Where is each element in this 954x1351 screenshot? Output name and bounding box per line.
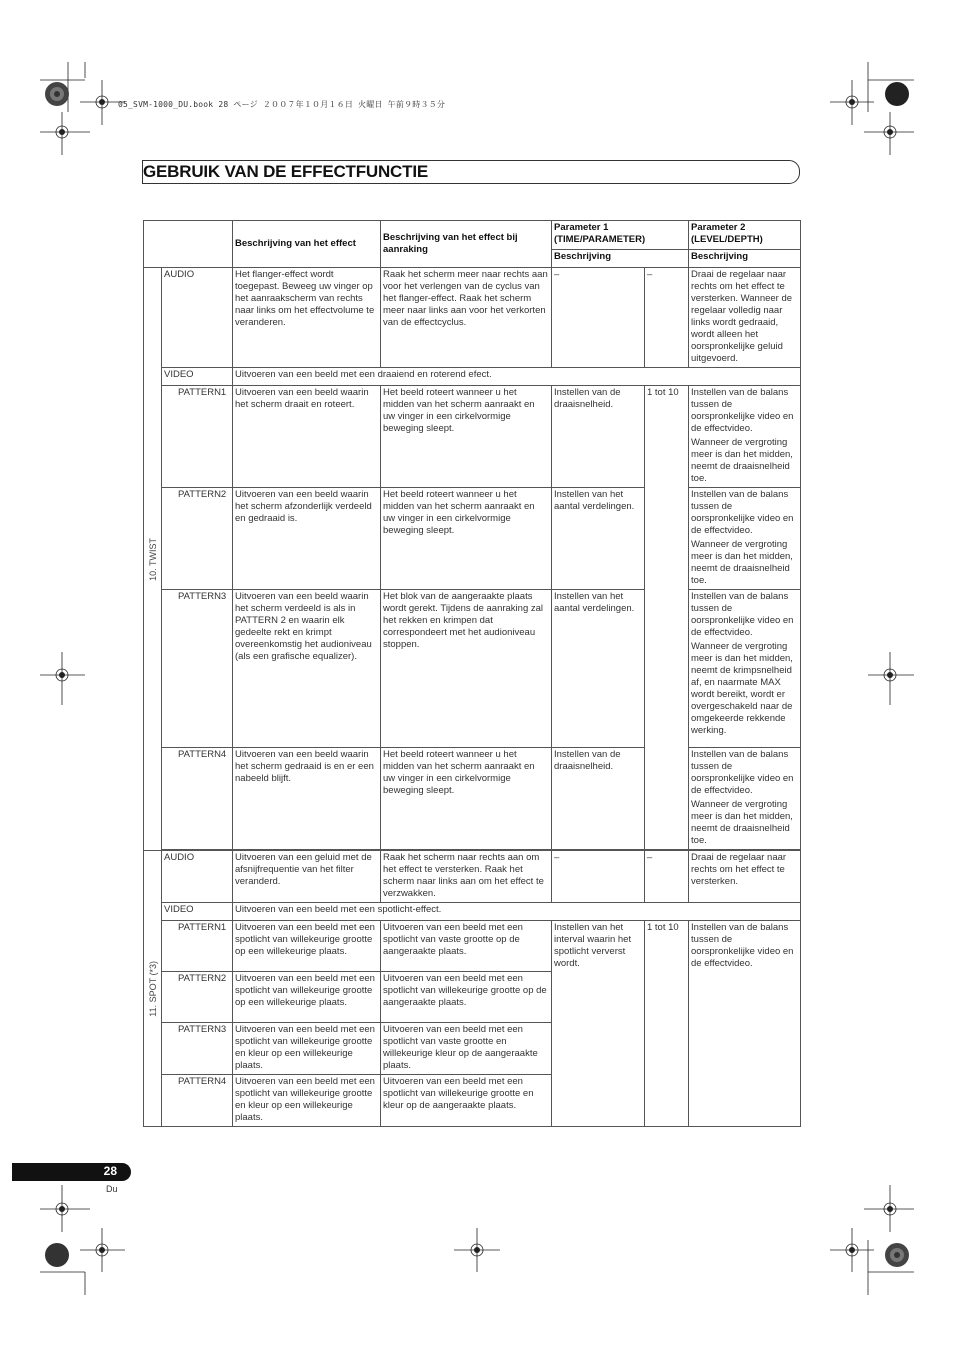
- twist-audio-p1-desc: –: [552, 268, 645, 368]
- twist-audio-desc: Het flanger-effect wordt toegepast. Beweeg uw vinger op het aanraakscherm van rechts naar links om het effectvolume te veranderen.: [233, 268, 381, 368]
- spot-pattern2-touch: Uitvoeren van een beeld met een spotlicht van willekeurige grootte op de aangeraakte plaats.: [381, 972, 552, 1023]
- twist-pattern4-touch: Het beeld roteert wanneer u het midden van het scherm aanraakt en uw vinger in een cirkelvormige beweging sleept.: [381, 748, 552, 850]
- twist-group-label: [144, 268, 162, 851]
- page-number-badge: [12, 1163, 131, 1181]
- header-param2: Parameter 2 (LEVEL/DEPTH): [689, 221, 801, 250]
- header-empty-cell: [144, 221, 233, 268]
- twist-pattern2-p2-desc-a: Instellen van de balans tussen de oorspronkelijke video en de effectvideo.: [691, 489, 794, 536]
- twist-pattern4-p2-desc-a: Instellen van de balans tussen de oorspronkelijke video en de effectvideo.: [691, 749, 794, 796]
- twist-pattern4-p1-desc: Instellen van de draaisnelheid.: [552, 748, 645, 850]
- header-touch: Beschrijving van het effect bij aanraking: [381, 221, 552, 268]
- spot-pattern2-desc: Uitvoeren van een beeld met een spotlicht van willekeurige grootte op een willekeurige plaats.: [233, 972, 381, 1023]
- spot-audio-desc: Uitvoeren van een geluid met de afsnijfrequentie van het filter veranderd.: [233, 851, 381, 903]
- twist-pattern2-p2-desc-b: Wanneer de vergroting meer is dan het midden, neemt de draaisnelheid toe.: [691, 539, 793, 586]
- twist-audio-label: AUDIO: [162, 268, 233, 368]
- spot-pattern1-label: PATTERN1: [162, 921, 233, 972]
- header-param1-sub: Beschrijving: [552, 250, 689, 268]
- spot-group-label: [144, 851, 162, 1127]
- spot-video-label: VIDEO: [162, 903, 233, 921]
- page-language: Du: [106, 1184, 118, 1194]
- page-title-bar: [142, 160, 800, 184]
- spot-audio-p1-desc: –: [552, 851, 645, 903]
- twist-pattern1-p2-desc-a: Instellen van de balans tussen de oorspronkelijke video en de effectvideo.: [691, 387, 794, 434]
- spot-audio-touch: Raak het scherm naar rechts aan om het effect te versterken. Raak het scherm naar links aan om het effect te verzwakken.: [381, 851, 552, 903]
- spot-p1-range: 1 tot 10: [645, 921, 689, 1127]
- twist-p1-range: 1 tot 10: [645, 386, 689, 850]
- spot-pattern1-touch: Uitvoeren van een beeld met een spotlicht van vaste grootte op de aangeraakte plaats.: [381, 921, 552, 972]
- twist-pattern2-touch: Het beeld roteert wanneer u het midden van het scherm aanraakt en uw vinger in een cirkelvormige beweging sleept.: [381, 488, 552, 590]
- twist-audio-p2-desc: Draai de regelaar naar rechts om het effect te versterken. Wanneer de regelaar volledig naar links wordt gedraaid, wordt alleen het oorspronkelijke geluid uitgevoerd.: [689, 268, 801, 368]
- twist-pattern2-desc: Uitvoeren van een beeld waarin het scherm afzonderlijk verdeeld en gedraaid is.: [233, 488, 381, 590]
- page-title: GEBRUIK VAN DE EFFECTFUNCTIE: [143, 162, 428, 181]
- spot-pattern3-desc: Uitvoeren van een beeld met een spotlicht van willekeurige grootte en kleur op een willekeurige plaats.: [233, 1023, 381, 1075]
- header-param1: Parameter 1 (TIME/PARAMETER): [552, 221, 689, 250]
- spot-pattern3-label: PATTERN3: [162, 1023, 233, 1075]
- twist-pattern2-p1-desc: Instellen van het aantal verdelingen.: [552, 488, 645, 590]
- spot-pattern1-desc: Uitvoeren van een beeld met een spotlicht van willekeurige grootte op een willekeurige plaats.: [233, 921, 381, 972]
- spot-pattern4-touch: Uitvoeren van een beeld met een spotlicht van willekeurige grootte en kleur op de aangeraakte plaats.: [381, 1075, 552, 1127]
- spot-p2-desc: Instellen van de balans tussen de oorspronkelijke video en de effectvideo.: [689, 921, 801, 1127]
- twist-pattern4-p2: [689, 748, 801, 850]
- twist-pattern3-p2-desc-a: Instellen van de balans tussen de oorspronkelijke video en de effectvideo.: [691, 591, 794, 638]
- twist-label: 10. TWIST: [147, 537, 158, 581]
- twist-pattern4-p2-desc-b: Wanneer de vergroting meer is dan het midden, neemt de draaisnelheid toe.: [691, 799, 793, 846]
- twist-pattern3-p2: [689, 590, 801, 748]
- header-desc: Beschrijving van het effect: [233, 221, 381, 268]
- twist-pattern3-p2-desc-b: Wanneer de vergroting meer is dan het midden, neemt de krimpsnelheid af, en naarmate MAX wordt bereikt, wordt er overgeschakeld naar de omgekeerde rekkende werking.: [691, 641, 793, 736]
- twist-pattern3-touch: Het blok van de aangeraakte plaats wordt gerekt. Tijdens de aanraking zal het rekken en krimpen dat correspondeert met het audioniveau stoppen.: [381, 590, 552, 748]
- twist-video-label: VIDEO: [162, 368, 233, 386]
- twist-pattern1-label: PATTERN1: [162, 386, 233, 488]
- twist-audio-p1-range: –: [645, 268, 689, 368]
- spot-label: 11. SPOT (*3): [147, 960, 158, 1017]
- twist-pattern4-label: PATTERN4: [162, 748, 233, 850]
- spot-p1-desc: Instellen van het interval waarin het spotlicht ververst wordt.: [552, 921, 645, 1127]
- twist-pattern1-p1-desc: Instellen van de draaisnelheid.: [552, 386, 645, 488]
- twist-pattern1-p2-desc-b: Wanneer de vergroting meer is dan het midden, neemt de draaisnelheid toe.: [691, 437, 793, 484]
- twist-pattern2-label: PATTERN2: [162, 488, 233, 590]
- twist-pattern3-desc: Uitvoeren van een beeld waarin het scherm verdeeld is als in PATTERN 2 en waarin elk gedeelte rekt en krimpt overeenkomstig het audioniveau (als een grafische equalizer).: [233, 590, 381, 748]
- twist-audio-touch: Raak het scherm meer naar rechts aan voor het verlengen van de cyclus van het flanger-effect. Raak het scherm meer naar links aan voor het verkorten van de effectcyclus.: [381, 268, 552, 368]
- header-param2-sub: Beschrijving: [689, 250, 801, 268]
- spot-audio-p2-desc: Draai de regelaar naar rechts om het effect te versterken.: [689, 851, 801, 903]
- spot-audio-p1-range: –: [645, 851, 689, 903]
- effect-table: [143, 220, 801, 1127]
- twist-pattern1-desc: Uitvoeren van een beeld waarin het scherm draait en roteert.: [233, 386, 381, 488]
- twist-video-desc: Uitvoeren van een beeld met een draaiend en roterend efect.: [233, 368, 801, 386]
- twist-pattern3-p1-desc: Instellen van het aantal verdelingen.: [552, 590, 645, 748]
- twist-pattern2-p2: [689, 488, 801, 590]
- file-header: 05_SVM-1000_DU.book 28 ページ ２００７年１０月１６日 火曜日 午前９時３５分: [118, 100, 446, 109]
- spot-audio-label: AUDIO: [162, 851, 233, 903]
- twist-pattern1-p2: [689, 386, 801, 488]
- spot-pattern4-label: PATTERN4: [162, 1075, 233, 1127]
- spot-pattern3-touch: Uitvoeren van een beeld met een spotlicht van vaste grootte en willekeurige kleur op de aangeraakte plaats.: [381, 1023, 552, 1075]
- twist-pattern4-desc: Uitvoeren van een beeld waarin het scherm gedraaid is en er een nabeeld blijft.: [233, 748, 381, 850]
- twist-pattern1-touch: Het beeld roteert wanneer u het midden van het scherm aanraakt en uw vinger in een cirkelvormige beweging sleept.: [381, 386, 552, 488]
- twist-pattern3-label: PATTERN3: [162, 590, 233, 748]
- spot-pattern2-label: PATTERN2: [162, 972, 233, 1023]
- spot-video-desc: Uitvoeren van een beeld met een spotlicht-effect.: [233, 903, 801, 921]
- page-number: 28: [103, 1164, 117, 1178]
- spot-pattern4-desc: Uitvoeren van een beeld met een spotlicht van willekeurige grootte en kleur op een willekeurige plaats.: [233, 1075, 381, 1127]
